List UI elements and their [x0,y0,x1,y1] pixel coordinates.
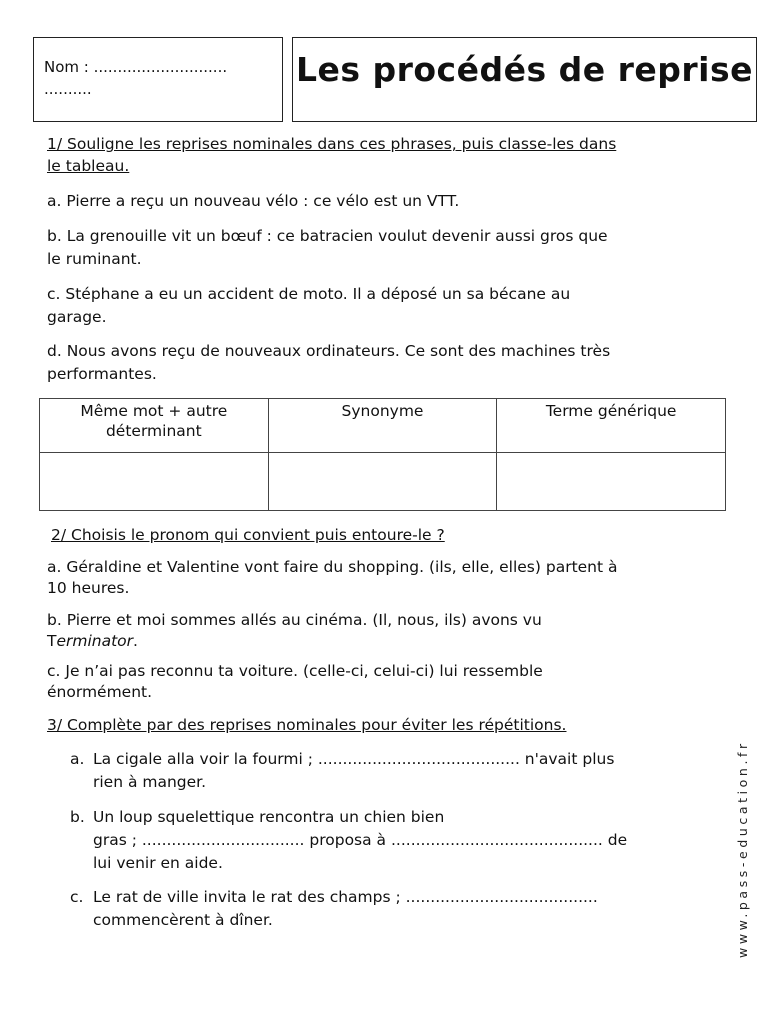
exercise3-title: 3/ Complète par des reprises nominales pour éviter les répétitions. [47,716,567,734]
answer-cell-generic-term[interactable] [497,453,726,511]
ex2-b-line1: b. Pierre et moi sommes allés au cinéma. (Il, nous, ils) avons vu [47,611,542,629]
exercise3-item-c [70,886,730,934]
exercise2-sentence-b [47,610,737,652]
page-title: Les procédés de reprise [295,50,754,89]
ex2-b-line2-prefix: T [47,632,57,650]
table-header-generic-term: Terme générique [497,399,726,453]
ex2-c-line1: c. Je n’ai pas reconnu ta voiture. (celle-ci, celui-ci) lui ressemble [47,662,543,680]
table-header-same-word [40,399,269,453]
item-b-label: b. [70,808,85,826]
answer-cell-synonym[interactable] [268,453,497,511]
item-c-line2: commencèrent à dîner. [93,911,273,929]
website-watermark: www.pass-education.fr [735,740,750,958]
header-same-word-line2: déterminant [105,422,202,440]
exercise2-sentence-a [47,557,737,599]
classification-table [39,398,726,511]
exercise1-title [47,133,737,177]
name-label-line2: .......... [44,80,92,98]
sentence-b-line2: le ruminant. [47,250,142,268]
item-a-label: a. [70,750,85,768]
header-same-word-line1: Même mot + autre [80,402,228,420]
exercise2-sentence-c [47,661,737,703]
item-b-line1: Un loup squelettique rencontra un chien bien [93,808,445,826]
sentence-b-line1: b. La grenouille vit un bœuf : ce batracien voulut devenir aussi gros que [47,227,608,245]
title-box [292,37,757,122]
sentence-c-line1: c. Stéphane a eu un accident de moto. Il a déposé un sa bécane au [47,285,571,303]
item-b-line2[interactable]: gras ; ................................. proposa à ........................................... de [93,831,628,849]
ex2-c-line2: énormément. [47,683,153,701]
exercise2-title: 2/ Choisis le pronom qui convient puis entoure-le ? [51,526,445,544]
exercise3-item-b [70,806,730,876]
exercise1-sentence-a: a. Pierre a reçu un nouveau vélo : ce vélo est un VTT. [47,192,460,210]
exercise1-sentence-b [47,225,737,271]
ex2-b-line2 [47,631,737,652]
ex2-b-line2-suffix: . [133,632,138,650]
sentence-c-line2: garage. [47,308,107,326]
ex2-a-line2: 10 heures. [47,579,130,597]
item-b-line3: lui venir en aide. [93,854,223,872]
name-field-box [33,37,283,122]
exercise1-sentence-c [47,283,737,329]
sentence-d-line1: d. Nous avons reçu de nouveaux ordinateurs. Ce sont des machines très [47,342,611,360]
ex2-a-line1: a. Géraldine et Valentine vont faire du shopping. (ils, elle, elles) partent à [47,558,618,576]
table-answer-row [40,453,726,511]
table-header-row [40,399,726,453]
exercise1-title-line1: 1/ Souligne les reprises nominales dans ces phrases, puis classe-les dans [47,135,617,153]
ex2-b-line2-italic: erminator [56,632,134,650]
exercise1-title-line2: le tableau. [47,157,130,175]
sentence-d-line2: performantes. [47,365,157,383]
item-a-line1[interactable]: La cigale alla voir la fourmi ; ......................................... n'avait plus [93,750,615,768]
exercise3-item-a [70,748,730,796]
table-header-synonym: Synonyme [268,399,497,453]
item-c-line1[interactable]: Le rat de ville invita le rat des champs ; ....................................... [93,888,598,906]
item-c-label: c. [70,888,84,906]
item-a-line2: rien à manger. [93,773,207,791]
name-label-line1: Nom : ............................ [44,58,228,76]
answer-cell-same-word[interactable] [40,453,269,511]
exercise1-sentence-d [47,340,737,386]
